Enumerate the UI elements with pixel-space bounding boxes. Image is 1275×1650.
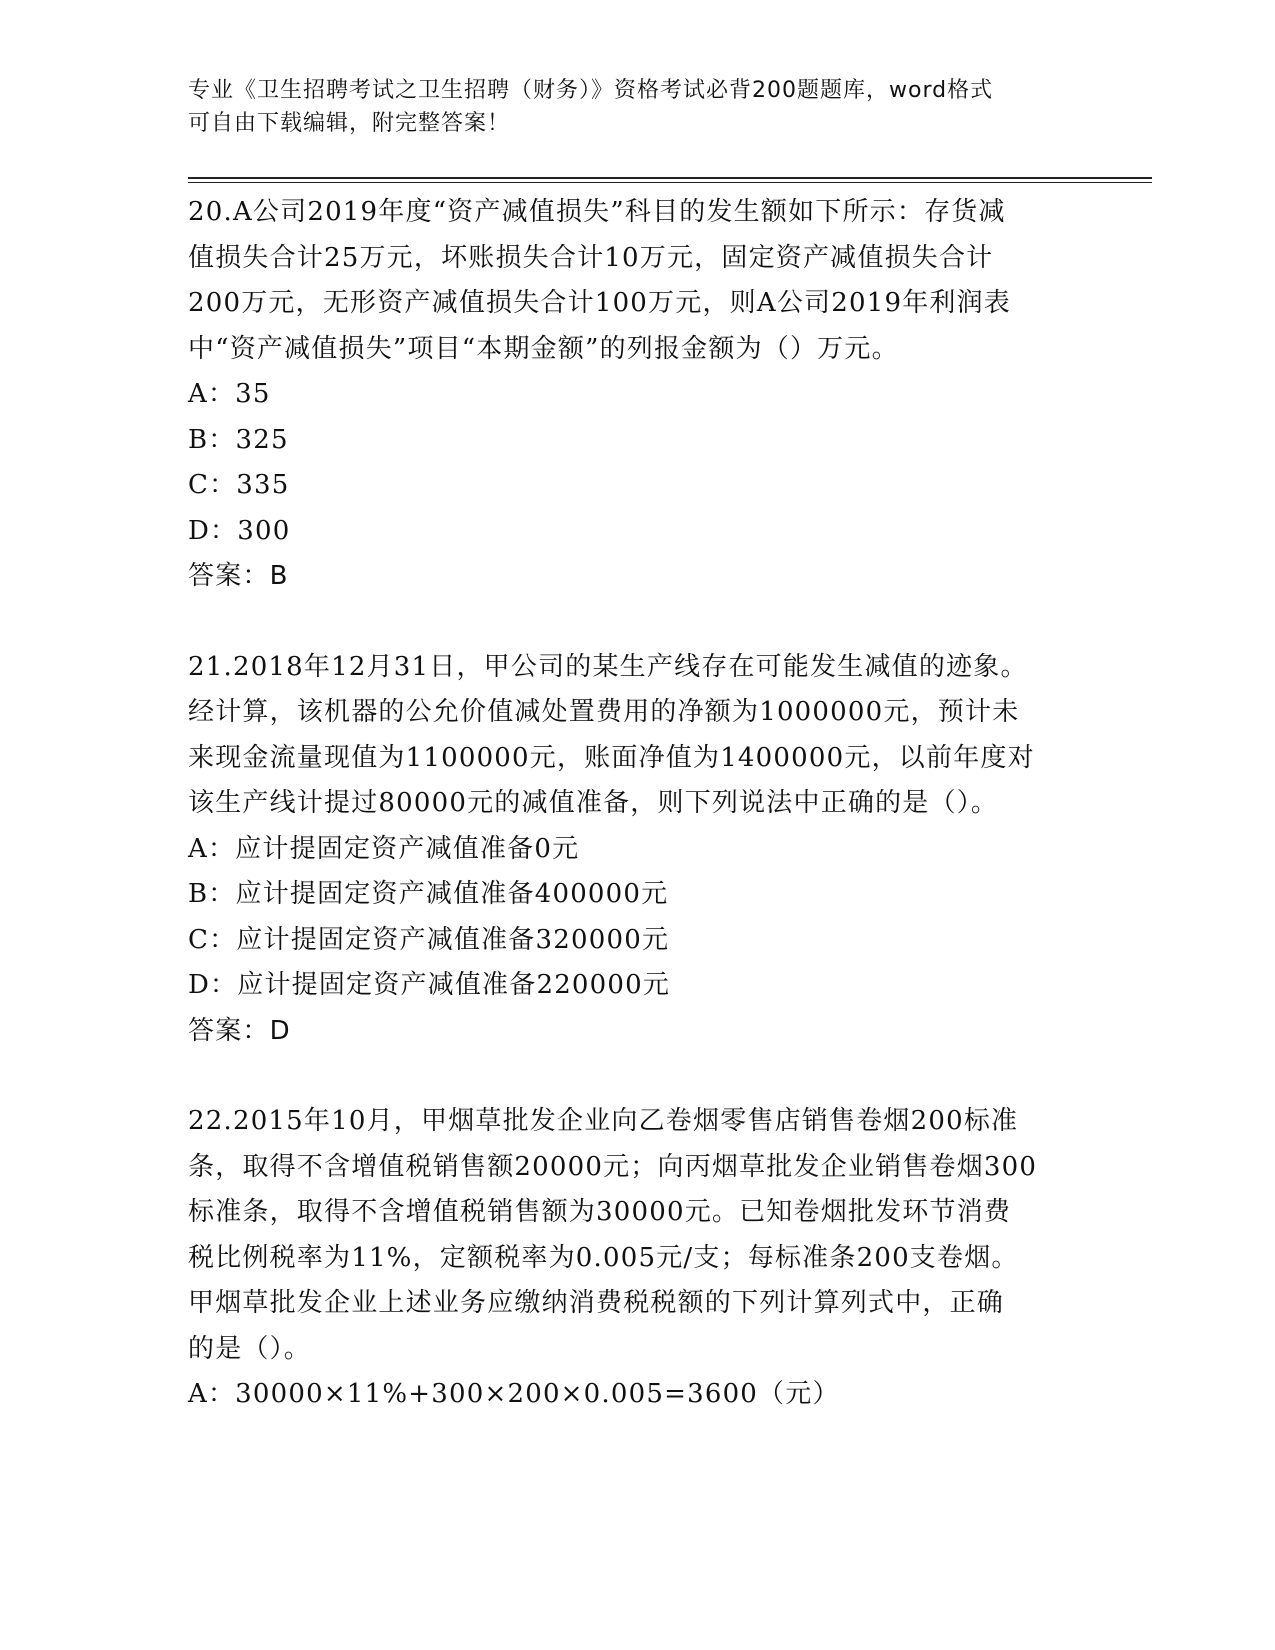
header-divider-bottom <box>188 182 1152 183</box>
question-spacer <box>188 1054 1088 1099</box>
option-a: A：应计提固定资产减值准备0元 <box>188 833 580 864</box>
option-b: B：应计提固定资产减值准备400000元 <box>188 879 669 909</box>
option-b: B：325 <box>188 424 289 455</box>
question-stem-line: 条，取得不含增值税销售额20000元；向丙烟草批发企业销售卷烟300 <box>188 1151 1038 1182</box>
question-stem-line: 21.2018年12月31日，甲公司的某生产线存在可能发生减值的迹象。 <box>188 651 1028 682</box>
header-divider-top <box>188 177 1152 179</box>
question-list <box>188 190 1088 1418</box>
header-line-2: 可自由下载编辑，附完整答案！ <box>188 111 511 136</box>
question-stem-line: 200万元，无形资产减值损失合计100万元，则A公司2019年利润表 <box>188 288 1011 318</box>
question-stem-line: 该生产线计提过80000元的减值准备，则下列说法中正确的是（）。 <box>188 788 999 818</box>
question-stem-line: 的是（）。 <box>188 1333 312 1364</box>
question-22 <box>188 1099 1088 1418</box>
question-stem-line: 20.A公司2019年度“资产减值损失”科目的发生额如下所示：存货减 <box>188 197 1006 227</box>
answer-line: 答案：B <box>188 561 289 591</box>
question-spacer <box>188 600 1088 645</box>
question-stem-line: 22.2015年10月，甲烟草批发企业向乙卷烟零售店销售卷烟200标准 <box>188 1106 1019 1136</box>
option-c: C：335 <box>188 470 290 500</box>
question-20 <box>188 190 1088 600</box>
header-line-1: 专业《卫生招聘考试之卫生招聘（财务）》资格考试必背200题题库，word格式 <box>188 78 994 103</box>
answer-line: 答案：D <box>188 1015 291 1046</box>
question-stem-line: 标准条，取得不含增值税销售额为30000元。已知卷烟批发环节消费 <box>188 1197 1012 1227</box>
option-a: A：30000×11%+300×200×0.005=3600（元） <box>188 1379 840 1409</box>
document-header <box>188 74 1068 140</box>
question-21 <box>188 645 1088 1055</box>
option-d: D：应计提固定资产减值准备220000元 <box>188 970 671 1000</box>
question-stem-line: 税比例税率为11%，定额税率为0.005元/支；每标准条200支卷烟。 <box>188 1242 1019 1273</box>
option-c: C：应计提固定资产减值准备320000元 <box>188 924 670 955</box>
question-stem-line: 中“资产减值损失”项目“本期金额”的列报金额为（）万元。 <box>188 333 899 364</box>
question-stem-line: 值损失合计25万元，坏账损失合计10万元，固定资产减值损失合计 <box>188 242 994 273</box>
question-stem-line: 甲烟草批发企业上述业务应缴纳消费税税额的下列计算列式中，正确 <box>188 1288 1005 1318</box>
question-stem-line: 来现金流量现值为1100000元，账面净值为1400000元，以前年度对 <box>188 742 1035 773</box>
question-stem-line: 经计算，该机器的公允价值减处置费用的净额为1000000元，预计未 <box>188 697 1020 727</box>
option-d: D：300 <box>188 515 291 546</box>
option-a: A：35 <box>188 379 271 409</box>
